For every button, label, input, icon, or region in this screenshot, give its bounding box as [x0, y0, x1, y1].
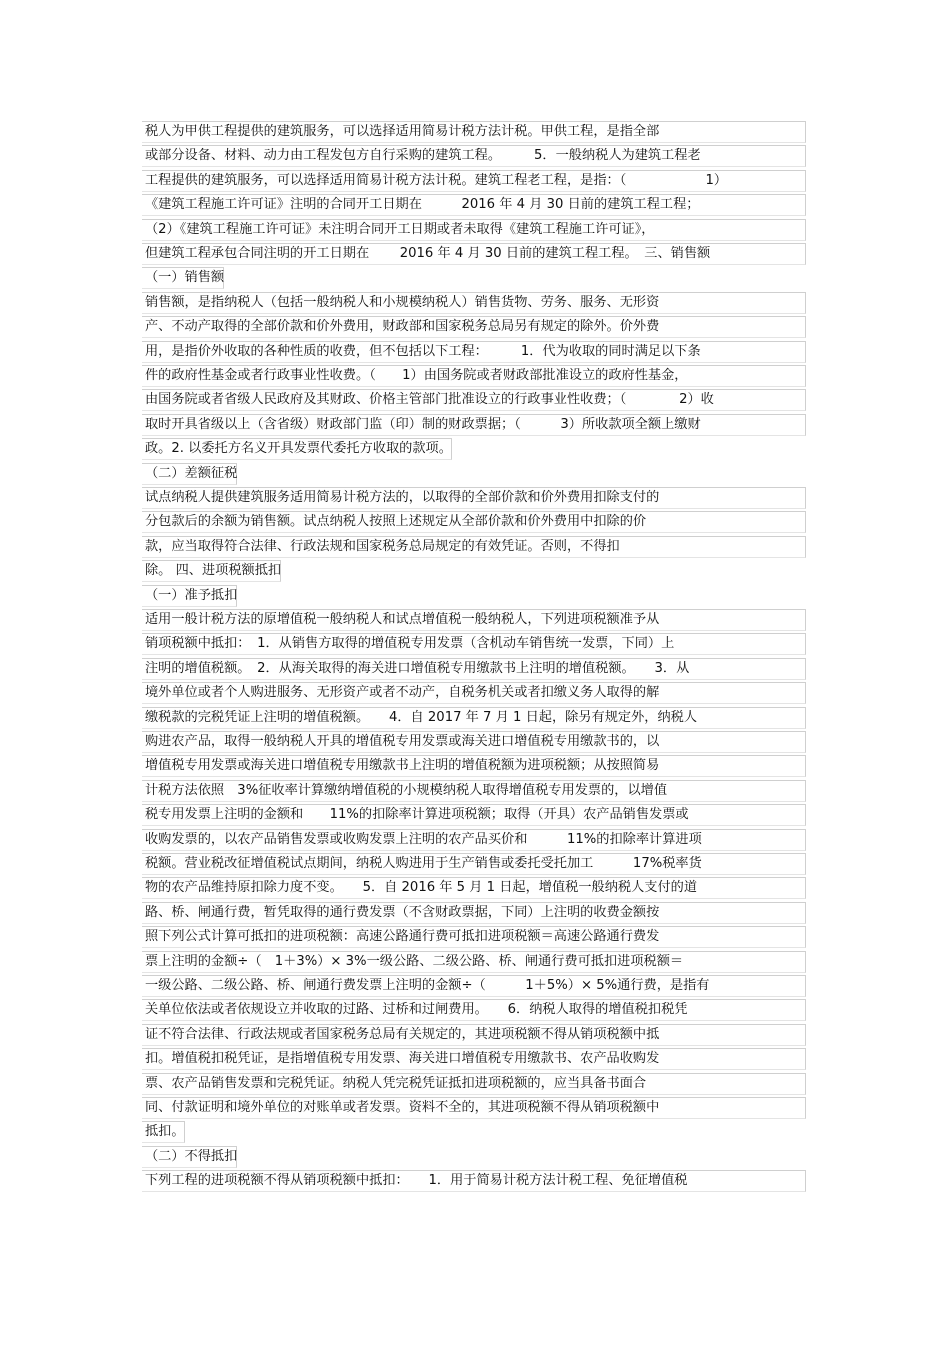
text-line [142, 145, 701, 167]
text-line [142, 1121, 185, 1143]
line-text: 计税方法依照 3%征收率计算缴纳增值税的小规模纳税人取得增值税专用发票的，以增值 [145, 783, 668, 798]
line-text: 增值税专用发票或海关进口增值税专用缴款书上注明的增值税额为进项税额；从按照简易 [145, 758, 660, 773]
line-text: 一级公路、二级公路、桥、闸通行费发票上注明的金额÷（ 1＋5%）× 5%通行费，是指有 [145, 978, 710, 993]
line-text: 取时开具省级以上（含省级）财政部门监（印）制的财政票据；（ 3）所收款项全额上缴财 [145, 417, 701, 432]
text-line [142, 707, 697, 729]
text-line [142, 804, 689, 826]
text-line [142, 853, 702, 875]
line-text: 销售额，是指纳税人（包括一般纳税人和小规模纳税人）销售货物、劳务、服务、无形资 [145, 295, 660, 310]
text-line [142, 511, 646, 533]
text-line [142, 877, 697, 899]
text-line [142, 438, 452, 460]
line-text: （2）《建筑工程施工许可证》未注明合同开工日期或者未取得《建筑工程施工许可证》， [145, 222, 655, 237]
text-line [142, 731, 659, 753]
text-line [142, 560, 281, 582]
text-line [142, 1146, 237, 1168]
line-text: 收购发票的，以农产品销售发票或收购发票上注明的农产品买价和 11%的扣除率计算进项 [145, 832, 702, 847]
text-line [142, 1024, 659, 1046]
text-line [142, 926, 659, 948]
text-line [142, 243, 710, 265]
line-text: 物的农产品维持原扣除力度不变。 5．自 2016 年 5 月 1 日起，增值税一般纳税人支付的道 [145, 880, 698, 895]
text-line [142, 902, 659, 924]
text-line [142, 194, 699, 216]
text-line [142, 975, 709, 997]
text-line [142, 951, 683, 973]
line-text: 《建筑工程施工许可证》注明的合同开工日期在 2016 年 4 月 30 日前的建筑工程工程； [145, 197, 700, 212]
line-text: 税人为甲供工程提供的建筑服务，可以选择适用简易计税方法计税。甲供工程，是指全部 [145, 124, 660, 139]
line-text: 购进农产品，取得一般纳税人开具的增值税专用发票或海关进口增值税专用缴款书的，以 [145, 734, 660, 749]
line-text: 件的政府性基金或者行政事业性收费。（ 1）由国务院或者财政部批准设立的政府性基金， [145, 368, 688, 383]
line-text: 路、桥、闸通行费，暂凭取得的通行费发票（不含财政票据，下同）上注明的收费金额按 [145, 905, 660, 920]
line-text: 注明的增值税额。 2．从海关取得的海关进口增值税专用缴款书上注明的增值税额。 3．从 [145, 661, 690, 676]
line-text: 税额。营业税改征增值税试点期间，纳税人购进用于生产销售或委托受托加工 17%税率货 [145, 856, 702, 871]
text-line [142, 829, 702, 851]
text-line [142, 487, 659, 509]
text-line [142, 633, 674, 655]
line-text: 或部分设备、材料、动力由工程发包方自行采购的建筑工程。 5．一般纳税人为建筑工程老 [145, 148, 701, 163]
line-text: 照下列公式计算可抵扣的进项税额：高速公路通行费可抵扣进项税额＝高速公路通行费发 [145, 929, 660, 944]
text-line [142, 609, 659, 631]
line-text: 产、不动产取得的全部价款和价外费用，财政部和国家税务总局另有规定的除外。价外费 [145, 319, 660, 334]
line-text: （二）不得抵扣 [145, 1149, 238, 1164]
text-line [142, 121, 659, 143]
line-text: 销项税额中抵扣： 1．从销售方取得的增值税专用发票（含机动车销售统一发票，下同）上 [145, 636, 675, 651]
text-line [142, 585, 237, 607]
line-text: 扣。增值税扣税凭证，是指增值税专用发票、海关进口增值税专用缴款书、农产品收购发 [145, 1051, 660, 1066]
text-line [142, 1170, 687, 1192]
line-text: 同、付款证明和境外单位的对账单或者发票。资料不全的，其进项税额不得从销项税额中 [145, 1100, 660, 1115]
line-text: （一）准予抵扣 [145, 588, 238, 603]
text-line [142, 365, 687, 387]
line-text: 境外单位或者个人购进服务、无形资产或者不动产，自税务机关或者扣缴义务人取得的解 [145, 685, 660, 700]
text-line [142, 999, 687, 1021]
text-line [142, 1048, 659, 1070]
text-line [142, 1097, 659, 1119]
line-text: （一）销售额 [145, 270, 225, 285]
text-line [142, 755, 659, 777]
line-text: 款，应当取得符合法律、行政法规和国家税务总局规定的有效凭证。否则，不得扣 [145, 539, 620, 554]
text-line [142, 267, 224, 289]
line-text: 缴税款的完税凭证上注明的增值税额。 4．自 2017 年 7 月 1 日起，除另有规定外，纳税人 [145, 710, 698, 725]
line-text: 由国务院或者省级人民政府及其财政、价格主管部门批准设立的行政事业性收费；（ 2）收 [145, 392, 714, 407]
line-text: 证不符合法律、行政法规或者国家税务总局有关规定的，其进项税额不得从销项税额中抵 [145, 1027, 660, 1042]
line-text: 用，是指价外收取的各种性质的收费，但不包括以下工程： 1．代为收取的同时满足以下条 [145, 344, 701, 359]
line-text: 分包款后的余额为销售额。试点纳税人按照上述规定从全部价款和价外费用中扣除的价 [145, 514, 647, 529]
line-text: 下列工程的进项税额不得从销项税额中抵扣： 1．用于简易计税方法计税工程、免征增值税 [145, 1173, 688, 1188]
text-line [142, 389, 714, 411]
line-text: 税专用发票上注明的金额和 11%的扣除率计算进项税额；取得（开具）农产品销售发票或 [145, 807, 689, 822]
line-text: 政。2. 以委托方名义开具发票代委托方收取的款项。 [145, 441, 452, 456]
line-text: 除。 四、进项税额抵扣 [145, 563, 282, 578]
line-text: 适用一般计税方法的原增值税一般纳税人和试点增值税一般纳税人，下列进项税额准予从 [145, 612, 660, 627]
line-text: （二）差额征税 [145, 466, 238, 481]
line-text: 抵扣。 [145, 1124, 185, 1139]
text-line [142, 1073, 646, 1095]
text-line [142, 292, 659, 314]
line-text: 试点纳税人提供建筑服务适用简易计税方法的，以取得的全部价款和价外费用扣除支付的 [145, 490, 660, 505]
text-line [142, 414, 701, 436]
line-text: 票、农产品销售发票和完税凭证。纳税人凭完税凭证抵扣进项税额的，应当具备书面合 [145, 1076, 647, 1091]
line-text: 票上注明的金额÷（ 1＋3%）× 3%一级公路、二级公路、桥、闸通行费可抵扣进项税额＝ [145, 954, 684, 969]
text-line [142, 780, 667, 802]
text-line [142, 219, 655, 241]
line-text: 关单位依法或者依规设立并收取的过路、过桥和过闸费用。 6．纳税人取得的增值税扣税凭 [145, 1002, 688, 1017]
text-line [142, 170, 727, 192]
text-line [142, 658, 689, 680]
text-line [142, 341, 701, 363]
line-text: 但建筑工程承包合同注明的开工日期在 2016 年 4 月 30 日前的建筑工程工程。 三、销售额 [145, 246, 711, 261]
text-line [142, 682, 659, 704]
text-line [142, 536, 620, 558]
text-line [142, 463, 237, 485]
text-line [142, 316, 659, 338]
line-text: 工程提供的建筑服务，可以选择适用简易计税方法计税。建筑工程老工程，是指：（ 1） [145, 173, 728, 188]
